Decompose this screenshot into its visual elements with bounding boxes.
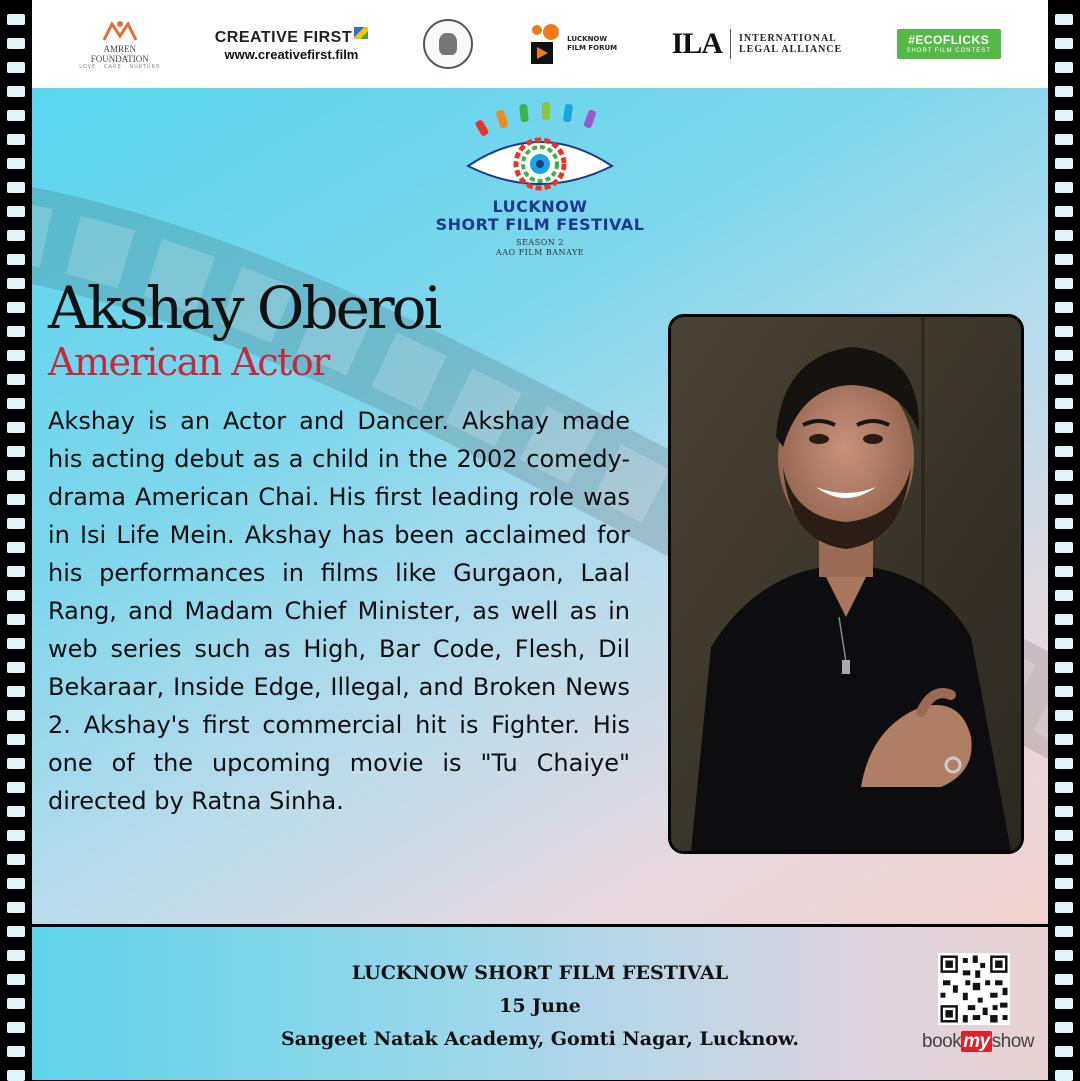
film-perforation [1055,278,1073,289]
festival-season: SEASON 2 [516,238,564,247]
film-perforation [1055,518,1073,529]
film-perforation [7,38,25,49]
film-perforation [1055,1022,1073,1033]
film-perforation [7,782,25,793]
ramanand-seal [423,19,473,69]
amren-name2: FOUNDATION [90,54,149,64]
bms-book: book [922,1031,962,1052]
film-perforation [1055,998,1073,1009]
sponsor-bar [32,0,1048,88]
film-perforation [7,398,25,409]
film-perforation [1055,1046,1073,1057]
film-perforation [1055,446,1073,457]
ila-line1: INTERNATIONAL [739,33,837,44]
film-perforation [1055,326,1073,337]
film-perforation [7,998,25,1009]
film-strip-left [0,0,32,1080]
event-details [32,957,1048,1056]
film-perforation [7,326,25,337]
film-perforation [7,614,25,625]
film-perforation [7,542,25,553]
ecoflicks-subtitle: SHORT FILM CONTEST [906,47,991,54]
film-perforation [7,1070,25,1081]
creative-first-logo [215,27,368,62]
film-perforation [1055,350,1073,361]
film-perforation [1055,134,1073,145]
festival-tagline: AAO FILM BANAYE [495,248,585,257]
ila-logo [672,27,843,61]
lucknow-film-forum-logo [527,22,617,66]
film-perforation [1055,614,1073,625]
festival-eye-icon [450,98,630,198]
film-perforation [7,734,25,745]
film-forum-line1: LUCKNOW [567,35,608,43]
film-perforation [1055,926,1073,937]
film-perforation [1055,230,1073,241]
film-perforation [1055,14,1073,25]
ramanand-sagar-logo [423,19,473,69]
portrait-image [671,317,1021,851]
film-perforation [7,110,25,121]
creative-first-title: CREATIVE FIRST [214,28,353,46]
film-perforation [1055,542,1073,553]
film-perforation [7,254,25,265]
amren-tagline: LOVE · CARE · NURTURE [79,64,161,70]
film-perforation [1055,710,1073,721]
film-perforation [7,422,25,433]
film-forum-line2: FILM FORUM [567,44,618,52]
film-perforation [7,446,25,457]
film-perforation [7,638,25,649]
film-perforation [7,182,25,193]
event-footer [32,924,1048,1080]
event-venue: Sangeet Natak Academy, Gomti Nagar, Lucknow. [281,1028,799,1050]
film-perforation [1055,854,1073,865]
ila-divider [730,29,731,59]
film-perforation [1055,62,1073,73]
event-title: LUCKNOW SHORT FILM FESTIVAL [351,962,729,984]
film-perforation [7,302,25,313]
film-perforation [1055,830,1073,841]
bms-show: show [991,1031,1035,1052]
film-perforation [1055,374,1073,385]
film-perforation [7,902,25,913]
portrait-icon [439,33,457,55]
bookmyshow-logo[interactable] [922,1031,1034,1053]
film-perforation [7,590,25,601]
film-perforation [7,494,25,505]
film-perforation [1055,662,1073,673]
film-perforation [7,710,25,721]
person-bio: Akshay is an Actor and Dancer. Akshay made his acting debut as a child in the 2002 comedy-drama American Chai. His first leading role was in Isi Life Mein. Akshay has been acclaimed for his performances in films like Gurgaon, Laal Rang, and Madam Chief Minister, as well as in web series such as High, Bar Code, Flesh, Dil Bekaraar, Inside Edge, Illegal, and Broken News 2. Akshay's first commercial hit is Fighter. His one of the upcoming movie is "Tu Chaiye" directed by Ratna Sinha. [48,407,630,815]
film-perforation [7,86,25,97]
film-perforation [1055,902,1073,913]
film-perforation [1055,422,1073,433]
film-perforation [1055,494,1073,505]
film-perforation [1055,38,1073,49]
film-forum-icon [527,22,561,66]
main-panel [32,88,1048,924]
film-perforation [1055,734,1073,745]
film-perforation [1055,158,1073,169]
film-perforation [7,158,25,169]
film-perforation [7,974,25,985]
film-perforation [7,518,25,529]
ecoflicks-title: #ECOFLICKS [908,32,990,47]
event-date: 15 June [499,995,581,1017]
film-perforation [1055,206,1073,217]
film-perforation [7,830,25,841]
film-perforation [1055,974,1073,985]
film-perforation [1055,638,1073,649]
creative-first-url: www.creativefirst.film [224,46,359,62]
film-perforation [7,758,25,769]
film-perforation [7,806,25,817]
qr-code-icon[interactable] [938,953,1010,1025]
bms-my: my [963,1031,990,1052]
person-name: Akshay Oberoi [48,274,440,342]
flag-icon [354,27,368,39]
film-perforation [1055,566,1073,577]
festival-title-line2: SHORT FILM FESTIVAL [435,215,645,234]
film-perforation [7,230,25,241]
film-perforation [7,686,25,697]
festival-title-line1: LUCKNOW [492,197,588,216]
film-perforation [7,1022,25,1033]
film-perforation [1055,950,1073,961]
ecoflicks-logo [897,29,1001,59]
film-perforation [7,662,25,673]
film-perforation [1055,254,1073,265]
ila-line2: LEGAL ALLIANCE [739,44,843,55]
film-perforation [7,926,25,937]
film-perforation [1055,686,1073,697]
person-photo [668,314,1024,854]
amren-foundation-logo [79,18,160,70]
film-perforation [7,1046,25,1057]
film-perforation [7,134,25,145]
film-perforation [7,278,25,289]
film-perforation [1055,1070,1073,1081]
film-perforation [1055,758,1073,769]
film-perforation [7,14,25,25]
film-perforation [7,950,25,961]
film-perforation [1055,302,1073,313]
film-perforation [7,206,25,217]
film-perforation [1055,782,1073,793]
film-perforation [7,350,25,361]
film-strip-right [1048,0,1080,1080]
amren-mark-icon [100,18,140,44]
ila-abbr: ILA [671,27,722,60]
film-perforation [1055,86,1073,97]
amren-name: AMREN [103,44,136,54]
film-perforation [1055,182,1073,193]
film-perforation [7,374,25,385]
film-perforation [1055,806,1073,817]
film-perforation [7,878,25,889]
film-perforation [7,854,25,865]
film-perforation [1055,590,1073,601]
person-role: American Actor [48,340,329,384]
film-perforation [1055,398,1073,409]
film-perforation [7,566,25,577]
film-perforation [7,62,25,73]
festival-logo [32,98,1048,258]
film-perforation [1055,878,1073,889]
film-perforation [1055,110,1073,121]
film-perforation [7,470,25,481]
film-perforation [1055,470,1073,481]
